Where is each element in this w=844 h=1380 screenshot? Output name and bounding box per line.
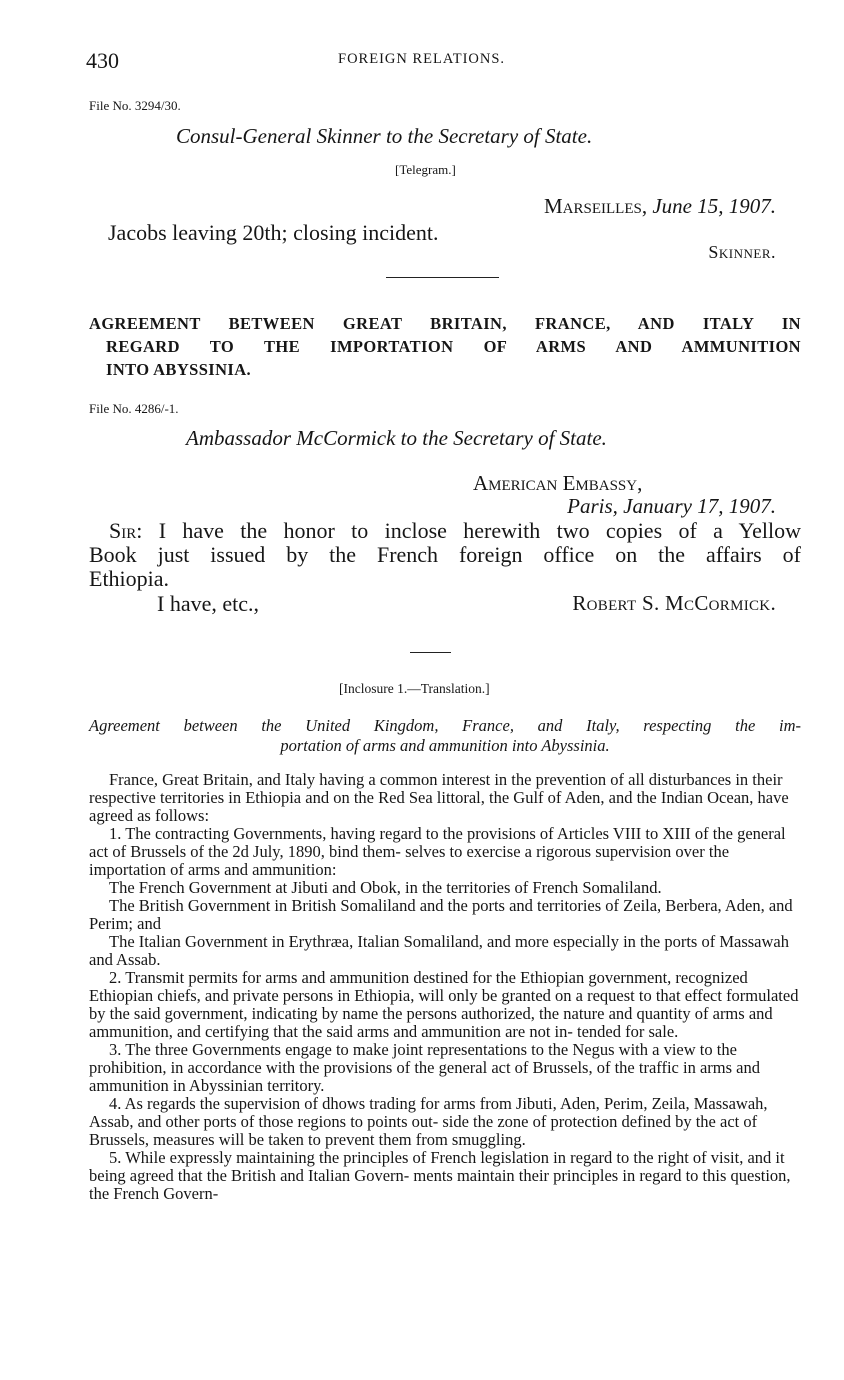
letter-body (89, 519, 801, 591)
paragraph (89, 897, 801, 933)
text-line: of all disturbances in their respective territories in Ethiopia and on the Red (89, 770, 783, 807)
text-line: ammunition: (252, 860, 337, 879)
signature: Robert S. McCormick. (572, 591, 776, 615)
text-line: Perim, Zeila, Massawah, Assab, and other ports of those regions to points out- (89, 1094, 768, 1131)
text-line: taken to prevent them from smuggling. (268, 1130, 526, 1149)
dateline-date: Paris, January 17, 1907. (567, 494, 776, 518)
text-line: tended for sale. (577, 1022, 679, 1041)
text-line: 3. The three Governments engage to make joint representations to the Negus (109, 1040, 615, 1059)
file-number: File No. 3294/30. (89, 98, 181, 113)
text-line: side the zone of protection defined by the act of Brussels, measures will be (89, 1112, 758, 1149)
running-title: FOREIGN RELATIONS. (338, 51, 506, 67)
text-line: indicating by name the persons authorized, the nature and quantity of arms and (251, 1004, 773, 1023)
text-line: government, recognized Ethiopian chiefs, and private persons in Ethiopia, will (89, 968, 748, 1005)
text-line: ments maintain their principles in regard to this question, the French Govern- (89, 1166, 791, 1203)
letter-closing: I have, etc., (157, 591, 259, 616)
text-line: The French Government at Jibuti and Obok, in the territories of French (109, 878, 579, 897)
letter-line: Ethiopia. (89, 566, 170, 591)
document-title: Ambassador McCormick to the Secretary of State. (186, 426, 607, 450)
dateline (544, 194, 776, 219)
dateline-date: June 15, 1907. (652, 194, 776, 218)
text-line: Sea littoral, the Gulf of Aden, and the Indian Ocean, have agreed as follows: (89, 788, 789, 825)
document-title: Consul-General Skinner to the Secretary of State. (176, 124, 593, 148)
telegram-body: Jacobs leaving 20th; closing incident. (108, 220, 439, 245)
dateline-place: Marseilles, (544, 194, 648, 218)
text-line: 4. As regards the supervision of dhows trading for arms from Jibuti, Aden, (109, 1094, 600, 1113)
enclosure-title-line: portation of arms and ammunition into Abyssinia. (280, 736, 610, 755)
paragraph (89, 1041, 801, 1095)
signature: Skinner. (708, 242, 776, 262)
letter-line: Book just issued by the French foreign office on the affairs of (89, 542, 801, 567)
text-line: ammunition, and certifying that the said arms and ammunition are not in- (89, 1022, 573, 1041)
text-line: 2. Transmit permits for arms and ammunition destined for the Ethiopian (109, 968, 585, 987)
text-line: The British Government in British Somaliland and the ports and territories (109, 896, 602, 915)
enclosure-note: [Inclosure 1.—Translation.] (339, 681, 490, 696)
text-line: to the right of visit, and it being agreed that the British and Italian Govern- (89, 1148, 785, 1185)
text-line: VIII to XIII of the general act of Brussels of the 2d July, 1890, bind them- (89, 824, 786, 861)
salutation: Sir: (109, 518, 143, 543)
document-note: [Telegram.] (395, 162, 456, 177)
paragraph (89, 1149, 801, 1203)
enclosure-title-line: Agreement between the United Kingdom, France, and Italy, respecting the im- (89, 716, 801, 735)
paragraph (89, 879, 801, 897)
agreement-text (89, 771, 801, 1203)
text-line: selves to exercise a rigorous supervision over the importation of arms and (89, 842, 730, 879)
paragraph (89, 1095, 801, 1149)
enclosure-title (89, 716, 801, 756)
letter-line-text: I have the honor to inclose herewith two copies of a Yellow (158, 518, 802, 543)
section-heading (89, 312, 801, 381)
dateline-place: American Embassy, (473, 471, 643, 495)
text-line: of Zeila, Berbera, Aden, and Perim; and (89, 896, 793, 933)
section-heading-line: INTO ABYSSINIA. (106, 360, 252, 379)
paragraph (89, 933, 801, 969)
section-divider (386, 277, 499, 278)
text-line: act of Brussels, of the traffic in arms and ammunition in Abyssinian territory. (89, 1058, 760, 1095)
text-line: in the ports of Massawah and Assab. (89, 932, 789, 969)
section-heading-line: AGREEMENT BETWEEN GREAT BRITAIN, FRANCE, AND ITALY IN (89, 314, 801, 333)
text-line: Somaliland. (582, 878, 662, 897)
text-line: France, Great Britain, and Italy having a common interest in the prevention (109, 770, 607, 789)
section-divider (410, 652, 451, 653)
page-number: 430 (86, 48, 119, 73)
text-line: with a view to the prohibition, in accordance with the provisions of the general (89, 1040, 737, 1077)
text-line: The Italian Government in Erythræa, Italian Somaliland, and more especially (109, 932, 619, 951)
paragraph (89, 969, 801, 1041)
paragraph (89, 825, 801, 879)
letter-line (89, 519, 801, 543)
file-number: File No. 4286/-1. (89, 401, 179, 416)
text-line: 1. The contracting Governments, having regard to the provisions of Articles (109, 824, 610, 843)
paragraph (89, 771, 801, 825)
text-line: 5. While expressly maintaining the principles of French legislation in regard (109, 1148, 613, 1167)
section-heading-line: REGARD TO THE IMPORTATION OF ARMS AND AMMUNITION (106, 337, 801, 356)
text-line: only be granted on a request to that effect formulated by the said government, (89, 986, 799, 1023)
